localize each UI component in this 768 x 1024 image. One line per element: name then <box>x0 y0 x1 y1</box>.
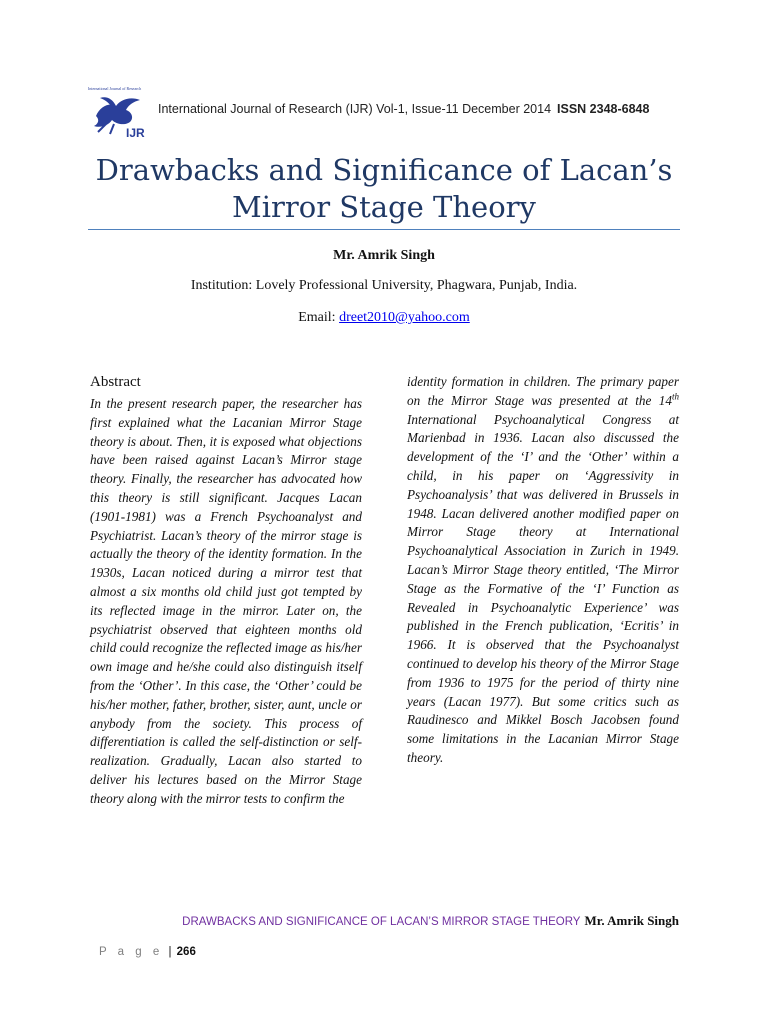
issn: ISSN 2348-6848 <box>557 102 650 116</box>
running-author: Mr. Amrik Singh <box>584 913 679 928</box>
page-label: P a g e <box>99 946 164 958</box>
author-email-line <box>0 310 768 326</box>
page-separator: | <box>168 946 172 958</box>
author-name: Mr. Amrik Singh <box>333 248 435 263</box>
abstract-heading: Abstract <box>90 374 141 390</box>
logo-text: IJR <box>126 126 145 140</box>
paper-title-line2: Mirror Stage Theory <box>232 190 536 224</box>
abstract-left-column: In the present research paper, the researcher has first explained what the Lacanian Mirror Stage theory is about. Then, it is exposed what objections have been raised against Lacan’s Mirror stage theory. Finally, the researcher has advocated how this theory is still significant. Jacques Lacan (1901-1981) was a French Psychoanalyst and Psychiatrist. Lacan’s theory of the mirror stage is actually the theory of the identity formation. In the 1930s, Lacan noticed during a mirror test that almost a six months old child just got tempted by its reflected image in the mirror. Later on, the psychiatrist observed that eighteen months old child could recognize the reflected image as his/her own image and he/she could also distinguish itself from the ‘Other’. In this case, the ‘Other’ could be his/her mother, father, brother, sister, aunt, uncle or anybody from the society. This process of differentiation is called the self-distinction or self-realization. Gradually, Lacan also started to deliver his lectures based on the Mirror Stage theory along with the mirror tests to confirm the <box>90 396 362 806</box>
email-link[interactable]: dreet2010@yahoo.com <box>339 310 470 325</box>
paper-title-line1: Drawbacks and Significance of Lacan’s <box>95 153 673 187</box>
journal-info: International Journal of Research (IJR) Vol-1, Issue-11 December 2014 <box>158 102 552 116</box>
email-label: Email: <box>298 310 340 325</box>
right-column-text-part2: International Psychoanalytical Congress at Marienbad in 1936. Lacan also discussed the development of the ‘I’ and the ‘Other’ within a child, in his paper on ‘Aggressivity in Psychoanalysis’ that was delivered in Brussels in 1948. Lacan delivered another modified paper on Mirror Stage theory at International Psychoanalytical Association in Zurich in 1949. Lacan’s Mirror Stage theory entitled, ‘The Mirror Stage as the Formative of the ‘I’ Function as Revealed in Psychoanalytic Experience’ was published in the French publication, ‘Ecritis’ in 1966. It is observed that the Psychoanalyst continued to develop his theory of the Mirror Stage from 1936 to 1975 for the period of thirty nine years (Lacan 1977). But some critics such as Raudinesco and Mikkel Bosch Jacobsen found some limitations in the Lacanian Mirror Stage theory. <box>407 411 679 765</box>
right-column-text-part1: identity formation in children. The primary paper on the Mirror Stage was presented at the 14 <box>407 374 679 408</box>
page-number: 266 <box>176 946 196 958</box>
journal-header-line <box>158 102 649 116</box>
page-number-block <box>99 946 196 958</box>
logo-top-text: International Journal of Research <box>88 86 142 91</box>
journal-logo <box>86 82 156 142</box>
running-footer <box>182 913 679 929</box>
running-title: DRAWBACKS AND SIGNIFICANCE OF LACAN’S MIRROR STAGE THEORY <box>182 916 581 928</box>
abstract-right-column <box>407 373 679 768</box>
author-institution: Institution: Lovely Professional University, Phagwara, Punjab, India. <box>190 278 578 293</box>
paper-title <box>60 152 708 226</box>
title-divider <box>88 229 680 230</box>
pegasus-logo-icon <box>86 82 156 142</box>
ordinal-superscript: th <box>671 391 679 402</box>
